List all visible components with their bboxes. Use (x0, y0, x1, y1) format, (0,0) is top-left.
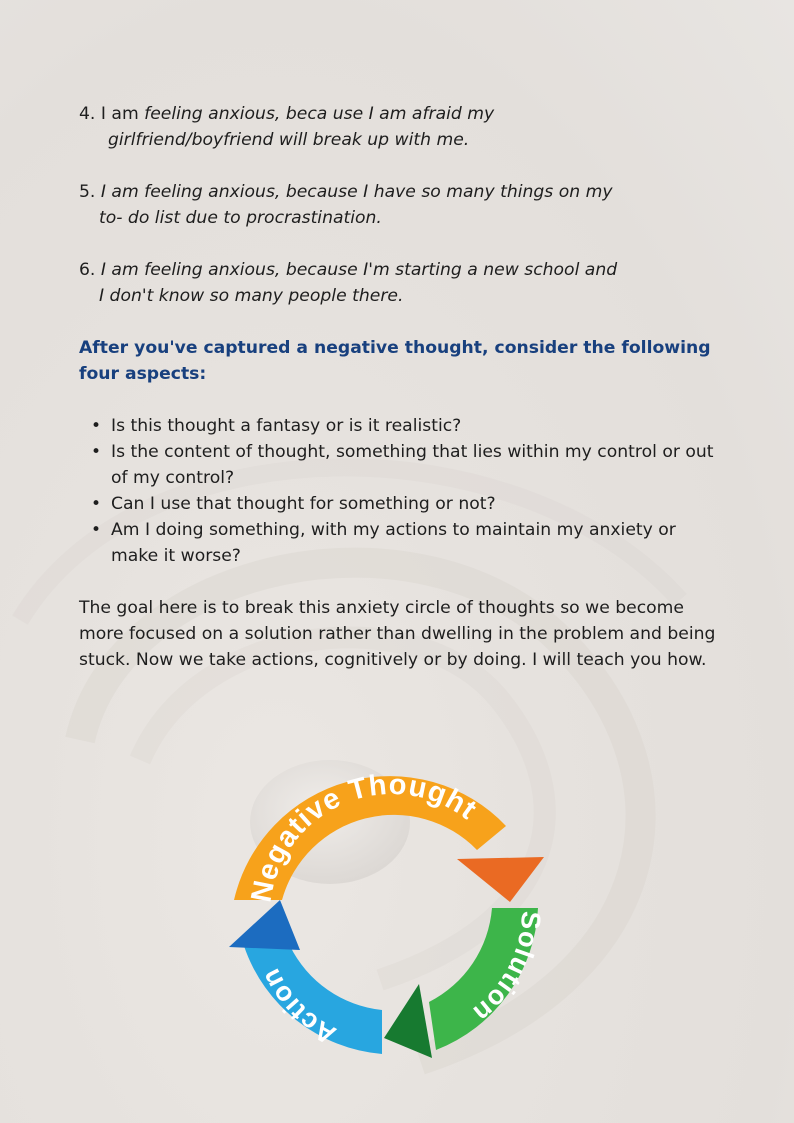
thought-cycle-diagram (222, 740, 562, 1070)
list-item-6: 6. I am feeling anxious, because I'm starting a new school and I don't know so many people there. (79, 260, 618, 306)
list-item-5: 5. I am feeling anxious, because I have so many things on my to- do list due to procrastination. (79, 182, 613, 228)
solution-label: Solution (467, 910, 547, 1029)
bullet-dot-icon: • (91, 442, 102, 462)
aspects-list (79, 413, 719, 569)
action-arrowhead (229, 900, 300, 950)
document-body (79, 101, 719, 673)
list-item-4: 4. I am feeling anxious, beca use I am afraid my girlfriend/boyfriend will break up with me. (79, 104, 495, 150)
bullet-item: • Is the content of thought, something that lies within my control or out of my control? (91, 439, 719, 491)
negative-thought-label: Negative Thought (245, 768, 483, 905)
bullet-item: • Can I use that thought for something or not? (91, 491, 719, 517)
goal-paragraph: The goal here is to break this anxiety circle of thoughts so we become more focused on a solution rather than dwelling in the problem and being stuck. Now we take actions, cognitively or by doing. I will teach you how. (79, 598, 716, 670)
bullet-dot-icon: • (91, 494, 102, 514)
bullet-dot-icon: • (91, 520, 102, 540)
section-heading: After you've captured a negative thought, consider the following four aspects: (79, 338, 711, 384)
bullet-dot-icon: • (91, 416, 102, 436)
negative-thought-arrowhead (457, 857, 544, 902)
action-label: Action (254, 963, 341, 1051)
bullet-item: • Am I doing something, with my actions to maintain my anxiety or make it worse? (91, 517, 719, 569)
solution-arrowhead (384, 984, 432, 1058)
bullet-item: • Is this thought a fantasy or is it realistic? (91, 413, 719, 439)
